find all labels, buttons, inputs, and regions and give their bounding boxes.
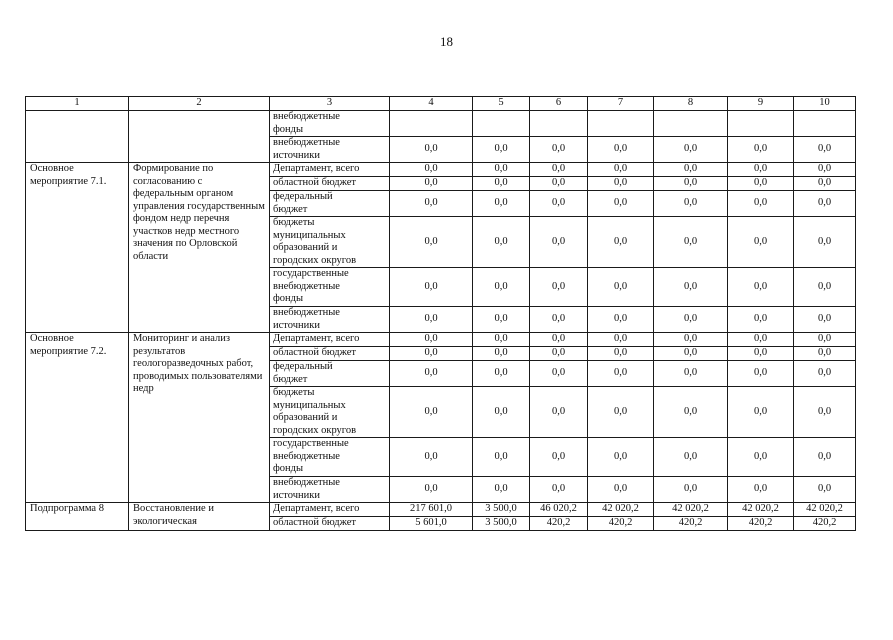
empty-value-cell xyxy=(588,111,654,137)
value-cell: 0,0 xyxy=(728,307,794,333)
table-row xyxy=(26,333,856,347)
source-label-line: источники xyxy=(273,319,320,331)
source-label-line: внебюджетные xyxy=(273,477,340,488)
source-label xyxy=(270,217,390,268)
source-label xyxy=(270,111,390,137)
value-cell: 0,0 xyxy=(588,347,654,361)
value-cell: 0,0 xyxy=(588,477,654,503)
value-cell: 0,0 xyxy=(794,347,856,361)
value-cell: 0,0 xyxy=(794,307,856,333)
value-cell: 0,0 xyxy=(794,477,856,503)
source-label xyxy=(270,137,390,163)
value-cell: 0,0 xyxy=(473,163,530,177)
empty-value-cell xyxy=(473,111,530,137)
value-cell: 0,0 xyxy=(390,438,473,477)
subprogram-description: Восстановление и экологическая xyxy=(129,503,270,531)
value-cell: 0,0 xyxy=(588,137,654,163)
value-cell: 0,0 xyxy=(794,361,856,387)
source-label-line: внебюджетные xyxy=(273,280,340,292)
value-cell: 0,0 xyxy=(473,438,530,477)
value-cell: 0,0 xyxy=(588,438,654,477)
value-cell: 0,0 xyxy=(588,217,654,268)
value-cell: 0,0 xyxy=(654,347,728,361)
subprogram-name: Подпрограмма 8 xyxy=(26,503,129,531)
source-label-line: образований и xyxy=(273,242,338,253)
value-cell: 5 601,0 xyxy=(390,517,473,531)
value-cell: 42 020,2 xyxy=(794,503,856,517)
source-label xyxy=(270,333,390,347)
blank-cell xyxy=(26,111,129,163)
value-cell: 0,0 xyxy=(473,307,530,333)
value-cell: 0,0 xyxy=(588,333,654,347)
column-number: 7 xyxy=(588,97,654,111)
value-cell: 0,0 xyxy=(390,177,473,191)
value-cell: 0,0 xyxy=(794,177,856,191)
source-label xyxy=(270,191,390,217)
source-label-line: фонды xyxy=(273,463,304,474)
value-cell: 0,0 xyxy=(530,387,588,438)
column-number: 6 xyxy=(530,97,588,111)
value-cell: 0,0 xyxy=(794,333,856,347)
table-row xyxy=(26,163,856,177)
value-cell: 0,0 xyxy=(530,361,588,387)
value-cell: 0,0 xyxy=(473,333,530,347)
value-cell: 0,0 xyxy=(530,268,588,307)
value-cell: 0,0 xyxy=(654,137,728,163)
value-cell: 0,0 xyxy=(728,177,794,191)
column-number: 5 xyxy=(473,97,530,111)
source-label-line: бюджет xyxy=(273,203,308,215)
budget-table xyxy=(25,96,856,531)
value-cell: 0,0 xyxy=(390,333,473,347)
source-label-line: областной бюджет xyxy=(273,517,356,528)
source-label-line: образований и xyxy=(273,412,338,423)
value-cell: 0,0 xyxy=(794,137,856,163)
value-cell: 0,0 xyxy=(530,438,588,477)
value-cell: 0,0 xyxy=(654,191,728,217)
value-cell: 0,0 xyxy=(530,477,588,503)
value-cell: 0,0 xyxy=(728,387,794,438)
value-cell: 0,0 xyxy=(473,217,530,268)
source-label-line: внебюджетные xyxy=(273,450,340,462)
value-cell: 0,0 xyxy=(654,438,728,477)
source-label-line: внебюджетные xyxy=(273,111,340,122)
value-cell: 0,0 xyxy=(728,191,794,217)
source-label-line: муниципальных xyxy=(273,229,346,241)
value-cell: 0,0 xyxy=(654,477,728,503)
source-label-line: городских округов xyxy=(273,254,357,266)
value-cell: 420,2 xyxy=(588,517,654,531)
source-label xyxy=(270,361,390,387)
value-cell: 0,0 xyxy=(794,268,856,307)
value-cell: 0,0 xyxy=(530,191,588,217)
value-cell: 42 020,2 xyxy=(728,503,794,517)
value-cell: 42 020,2 xyxy=(654,503,728,517)
value-cell: 0,0 xyxy=(530,217,588,268)
value-cell: 0,0 xyxy=(530,137,588,163)
source-label xyxy=(270,503,390,517)
source-label-line: государственные xyxy=(273,438,349,449)
value-cell: 0,0 xyxy=(390,268,473,307)
source-label-line: областной бюджет xyxy=(273,177,356,188)
source-label xyxy=(270,387,390,438)
value-cell: 0,0 xyxy=(728,163,794,177)
value-cell: 0,0 xyxy=(728,137,794,163)
value-cell: 3 500,0 xyxy=(473,503,530,517)
column-number: 8 xyxy=(654,97,728,111)
value-cell: 0,0 xyxy=(390,477,473,503)
column-number: 1 xyxy=(26,97,129,111)
value-cell: 0,0 xyxy=(390,361,473,387)
source-label-line: бюджеты xyxy=(273,387,315,398)
source-label-line: внебюджетные xyxy=(273,307,340,318)
subprogram-row xyxy=(26,503,856,517)
source-label-line: фонды xyxy=(273,123,304,135)
value-cell: 0,0 xyxy=(654,217,728,268)
value-cell: 0,0 xyxy=(390,347,473,361)
source-label-line: областной бюджет xyxy=(273,347,356,358)
value-cell: 0,0 xyxy=(654,163,728,177)
source-label-line: городских округов xyxy=(273,424,357,436)
source-label-line: Департамент, всего xyxy=(273,333,360,344)
value-cell: 420,2 xyxy=(728,517,794,531)
value-cell: 0,0 xyxy=(728,333,794,347)
source-label-line: внебюджетные xyxy=(273,137,340,148)
value-cell: 3 500,0 xyxy=(473,517,530,531)
value-cell: 0,0 xyxy=(728,438,794,477)
column-number: 4 xyxy=(390,97,473,111)
value-cell: 0,0 xyxy=(654,333,728,347)
activity-description: Формирование по согласованию с федеральным органом управления государственным фондом недр перечня участков недр местного значения по Орловской области xyxy=(129,163,270,333)
source-label xyxy=(270,438,390,477)
column-number: 2 xyxy=(129,97,270,111)
empty-value-cell xyxy=(530,111,588,137)
source-label-line: федеральный xyxy=(273,191,333,202)
source-label xyxy=(270,163,390,177)
source-label xyxy=(270,347,390,361)
value-cell: 0,0 xyxy=(654,307,728,333)
value-cell: 0,0 xyxy=(390,163,473,177)
value-cell: 0,0 xyxy=(390,217,473,268)
header-row xyxy=(26,97,856,111)
value-cell: 0,0 xyxy=(654,361,728,387)
value-cell: 0,0 xyxy=(728,347,794,361)
empty-value-cell xyxy=(728,111,794,137)
activity-name: Основное мероприятие 7.1. xyxy=(26,163,129,333)
value-cell: 0,0 xyxy=(390,387,473,438)
value-cell: 46 020,2 xyxy=(530,503,588,517)
source-label-line: Департамент, всего xyxy=(273,163,360,174)
source-label xyxy=(270,517,390,531)
value-cell: 0,0 xyxy=(473,268,530,307)
column-number: 3 xyxy=(270,97,390,111)
activity-name: Основное мероприятие 7.2. xyxy=(26,333,129,503)
value-cell: 0,0 xyxy=(473,177,530,191)
value-cell: 42 020,2 xyxy=(588,503,654,517)
value-cell: 0,0 xyxy=(728,217,794,268)
source-label-line: бюджеты xyxy=(273,217,315,228)
empty-value-cell xyxy=(794,111,856,137)
source-label xyxy=(270,268,390,307)
value-cell: 0,0 xyxy=(654,387,728,438)
page-number: 18 xyxy=(440,34,453,49)
value-cell: 0,0 xyxy=(588,268,654,307)
value-cell: 0,0 xyxy=(390,137,473,163)
value-cell: 217 601,0 xyxy=(390,503,473,517)
value-cell: 0,0 xyxy=(794,163,856,177)
value-cell: 0,0 xyxy=(728,361,794,387)
value-cell: 0,0 xyxy=(530,177,588,191)
source-label xyxy=(270,477,390,503)
source-label-line: источники xyxy=(273,149,320,161)
value-cell: 0,0 xyxy=(473,347,530,361)
value-cell: 0,0 xyxy=(794,191,856,217)
value-cell: 420,2 xyxy=(530,517,588,531)
source-label-line: фонды xyxy=(273,293,304,304)
value-cell: 0,0 xyxy=(473,191,530,217)
value-cell: 0,0 xyxy=(794,387,856,438)
column-number: 9 xyxy=(728,97,794,111)
source-label xyxy=(270,177,390,191)
source-label-line: Департамент, всего xyxy=(273,503,360,514)
source-label-line: бюджет xyxy=(273,373,308,385)
value-cell: 0,0 xyxy=(654,268,728,307)
value-cell: 0,0 xyxy=(390,191,473,217)
value-cell: 0,0 xyxy=(588,163,654,177)
source-label-line: федеральный xyxy=(273,361,333,372)
source-label xyxy=(270,307,390,333)
column-number: 10 xyxy=(794,97,856,111)
value-cell: 0,0 xyxy=(728,268,794,307)
value-cell: 0,0 xyxy=(588,177,654,191)
value-cell: 0,0 xyxy=(588,387,654,438)
value-cell: 0,0 xyxy=(654,177,728,191)
source-label-line: государственные xyxy=(273,268,349,279)
value-cell: 420,2 xyxy=(794,517,856,531)
value-cell: 0,0 xyxy=(588,361,654,387)
value-cell: 0,0 xyxy=(473,361,530,387)
value-cell: 0,0 xyxy=(794,217,856,268)
value-cell: 0,0 xyxy=(473,387,530,438)
empty-value-cell xyxy=(654,111,728,137)
blank-cell xyxy=(129,111,270,163)
value-cell: 0,0 xyxy=(390,307,473,333)
value-cell: 0,0 xyxy=(728,477,794,503)
value-cell: 0,0 xyxy=(530,307,588,333)
empty-value-cell xyxy=(390,111,473,137)
activity-description: Мониторинг и анализ результатов геологоразведочных работ, проводимых пользователями недр xyxy=(129,333,270,503)
value-cell: 0,0 xyxy=(588,191,654,217)
value-cell: 0,0 xyxy=(473,137,530,163)
value-cell: 0,0 xyxy=(530,347,588,361)
source-label-line: муниципальных xyxy=(273,399,346,411)
value-cell: 0,0 xyxy=(530,163,588,177)
value-cell: 0,0 xyxy=(794,438,856,477)
value-cell: 0,0 xyxy=(473,477,530,503)
value-cell: 0,0 xyxy=(530,333,588,347)
continuation-row xyxy=(26,111,856,137)
value-cell: 420,2 xyxy=(654,517,728,531)
source-label-line: источники xyxy=(273,489,320,501)
value-cell: 0,0 xyxy=(588,307,654,333)
